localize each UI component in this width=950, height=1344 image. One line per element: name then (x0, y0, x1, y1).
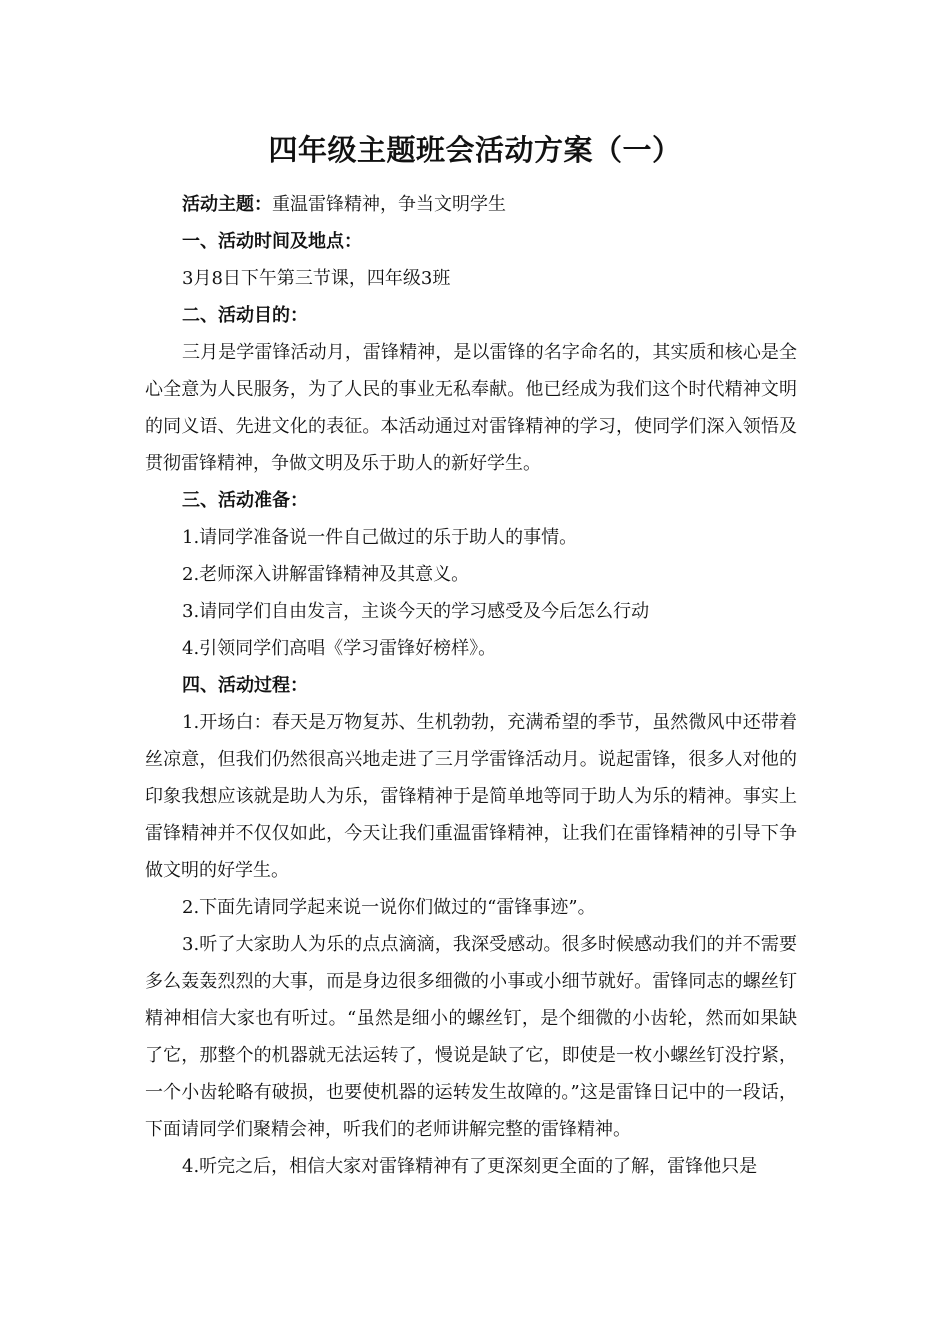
section-heading-preparation: 三、活动准备： (182, 490, 308, 511)
process-paragraph: 4.听完之后，相信大家对雷锋精神有了更深刻更全面的了解，雷锋他只是 (182, 1156, 758, 1177)
section-heading-time-place: 一、活动时间及地点： (182, 231, 362, 252)
document-title: 四年级主题班会活动方案（一） (268, 133, 682, 167)
preparation-item: 3.请同学们自由发言，主谈今天的学习感受及今后怎么行动 (182, 601, 650, 622)
purpose-paragraph: 三月是学雷锋活动月，雷锋精神，是以雷锋的名字命名的，其实质和核心是全心全意为人民服务，为了人民的事业无私奉献。他已经成为我们这个时代精神文明的同义语、先进文化的表征。本活动通过对雷锋精神的学习，使同学们深入领悟及贯彻雷锋精神，争做文明及乐于助人的新好学生。 (145, 342, 797, 474)
time-place-text: 3月8日下午第三节课，四年级3班 (182, 268, 451, 289)
preparation-item: 1.请同学准备说一件自己做过的乐于助人的事情。 (182, 527, 578, 548)
section-heading-process: 四、活动过程： (182, 675, 308, 696)
process-paragraph: 2.下面先请同学起来说一说你们做过的“雷锋事迹”。 (182, 897, 596, 918)
activity-theme-value: 重温雷锋精神，争当文明学生 (272, 194, 506, 215)
document-body (145, 186, 797, 1185)
process-paragraph: 3.听了大家助人为乐的点点滴滴，我深受感动。很多时候感动我们的并不需要多么轰轰烈烈的大事，而是身边很多细微的小事或小细节就好。雷锋同志的螺丝钉精神相信大家也有听过。“虽然是细小的螺丝钉，是个细微的小齿轮，然而如果缺了它，那整个的机器就无法运转了，慢说是缺了它，即使是一枚小螺丝钉没拧紧，一个小齿轮略有破损，也要使机器的运转发生故障的。”这是雷锋日记中的一段话，下面请同学们聚精会神，听我们的老师讲解完整的雷锋精神。 (145, 934, 797, 1140)
preparation-item: 4.引领同学们高唱《学习雷锋好榜样》。 (182, 638, 497, 659)
activity-theme-label: 活动主题： (182, 194, 272, 215)
process-paragraph: 1.开场白：春天是万物复苏、生机勃勃，充满希望的季节，虽然微风中还带着丝凉意，但我们仍然很高兴地走进了三月学雷锋活动月。说起雷锋，很多人对他的印象我想应该就是助人为乐，雷锋精神于是简单地等同于助人为乐的精神。事实上雷锋精神并不仅仅如此，今天让我们重温雷锋精神，让我们在雷锋精神的引导下争做文明的好学生。 (145, 712, 797, 881)
preparation-item: 2.老师深入讲解雷锋精神及其意义。 (182, 564, 470, 585)
activity-theme (145, 186, 797, 223)
section-heading-purpose: 二、活动目的： (182, 305, 308, 326)
